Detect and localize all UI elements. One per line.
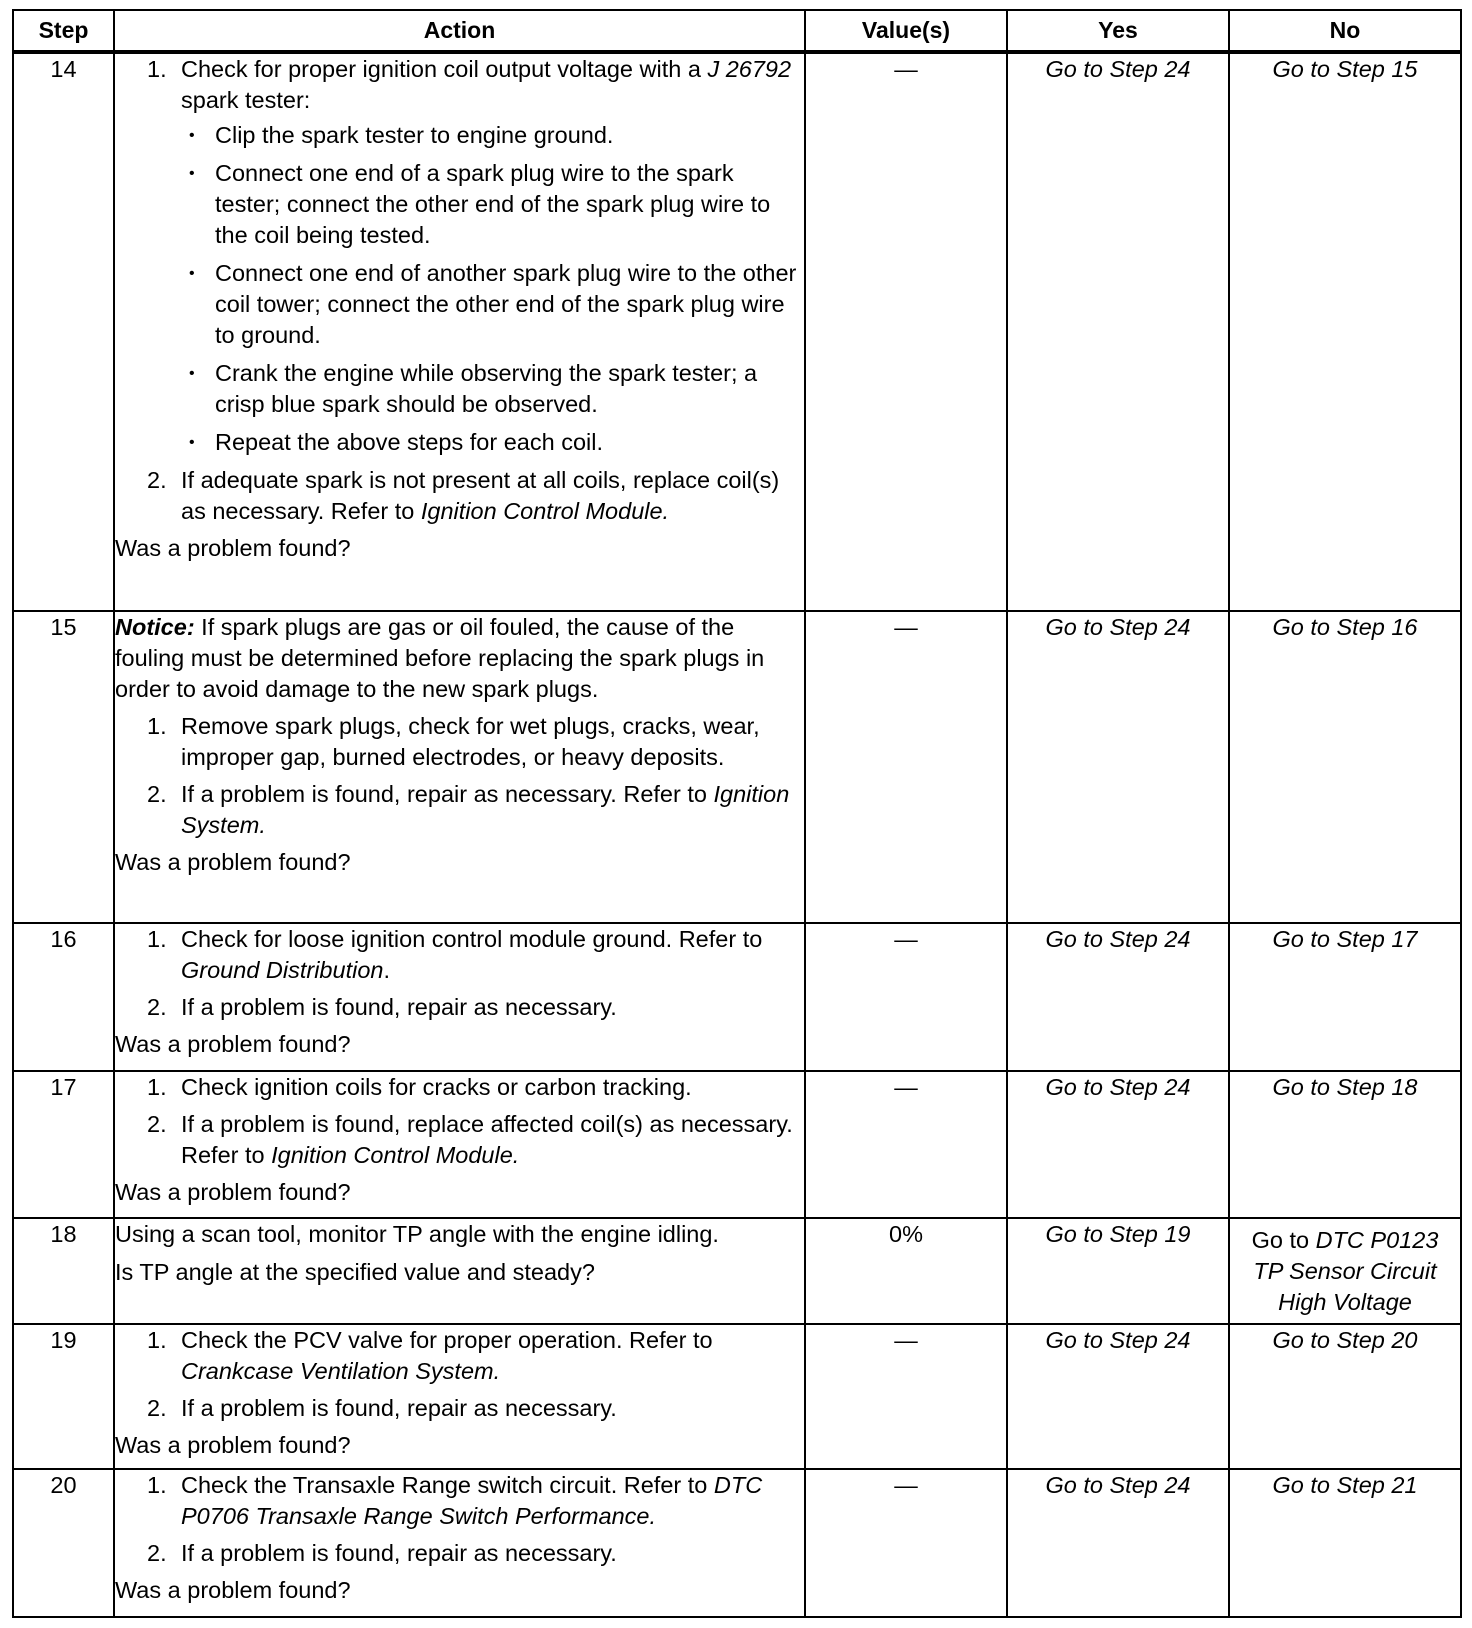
action-cell	[114, 1071, 805, 1218]
step-number: 17	[13, 1071, 114, 1218]
action-text: Using a scan tool, monitor TP angle with the engine idling.	[115, 1221, 719, 1247]
question-text: Was a problem found?	[115, 1432, 351, 1458]
item-number: 1.	[147, 1327, 167, 1353]
yes-link[interactable]: Go to Step 24	[1007, 1469, 1229, 1617]
item-number: 1.	[147, 56, 167, 82]
action-item	[115, 1538, 804, 1569]
item-number: 2.	[147, 781, 167, 807]
no-link-lead: Go to	[1251, 1226, 1316, 1253]
item-text: If adequate spark is not present at all coils, replace coil(s) as necessary. Refer to	[181, 467, 780, 524]
header-action: Action	[114, 10, 805, 52]
item-text: Check for proper ignition coil output voltage with a	[181, 56, 708, 82]
item-reference: Ignition Control Module.	[420, 498, 670, 524]
value-cell: —	[805, 611, 1007, 923]
step-number: 20	[13, 1469, 114, 1617]
step-number: 16	[13, 923, 114, 1071]
action-item	[115, 992, 804, 1023]
value-cell: —	[805, 923, 1007, 1071]
yes-link[interactable]: Go to Step 24	[1007, 52, 1229, 611]
item-reference: Ignition Control Module.	[271, 1142, 520, 1168]
table-row	[13, 1469, 1461, 1617]
item-text: Check the PCV valve for proper operation. Refer to	[181, 1327, 713, 1353]
item-text: If a problem is found, repair as necessary.	[181, 1395, 617, 1421]
item-number: 1.	[147, 713, 167, 739]
item-number: 2.	[147, 1111, 167, 1137]
item-text: If a problem is found, replace affected coil(s) as necessary. Refer to	[181, 1111, 793, 1168]
item-reference: J 26792	[707, 56, 792, 82]
question-text: Was a problem found?	[115, 1031, 351, 1057]
header-yes: Yes	[1007, 10, 1229, 52]
action-cell	[114, 1469, 805, 1617]
action-item	[115, 1470, 804, 1532]
item-text-end: .	[383, 957, 390, 983]
action-item	[115, 1109, 804, 1171]
item-text: Remove spark plugs, check for wet plugs, cracks, wear, improper gap, burned electrodes, or heavy deposits.	[181, 713, 760, 770]
no-link[interactable]: Go to Step 21	[1229, 1469, 1461, 1617]
value-cell: —	[805, 1469, 1007, 1617]
item-number: 2.	[147, 467, 167, 493]
question-text: Is TP angle at the specified value and steady?	[115, 1259, 595, 1285]
action-item	[115, 1325, 804, 1387]
action-cell	[114, 1218, 805, 1324]
table-row	[13, 923, 1461, 1071]
header-step: Step	[13, 10, 114, 52]
question-text: Was a problem found?	[115, 535, 351, 561]
action-item	[115, 711, 804, 773]
step-number: 19	[13, 1324, 114, 1469]
no-link[interactable]: Go to Step 20	[1229, 1324, 1461, 1469]
item-text: Check the Transaxle Range switch circuit. Refer to	[181, 1472, 714, 1498]
question-text: Was a problem found?	[115, 849, 351, 875]
action-cell	[114, 923, 805, 1071]
no-link-line3: High Voltage	[1278, 1288, 1412, 1315]
no-link[interactable]: Go to Step 15	[1229, 52, 1461, 611]
action-item	[115, 54, 804, 458]
header-row	[13, 10, 1461, 52]
action-item	[115, 1072, 804, 1103]
bullet-item: • Repeat the above steps for each coil.	[181, 427, 804, 458]
item-number: 1.	[147, 926, 167, 952]
item-reference: Crankcase Ventilation System.	[181, 1358, 501, 1384]
value-cell: 0%	[805, 1218, 1007, 1324]
item-text: If a problem is found, repair as necessary.	[181, 994, 617, 1020]
no-link[interactable]: Go to Step 17	[1229, 923, 1461, 1071]
item-text: Check for loose ignition control module ground. Refer to	[181, 926, 763, 952]
notice-text	[115, 612, 804, 705]
item-text: If a problem is found, repair as necessary. Refer to	[181, 781, 714, 807]
action-item	[115, 924, 804, 986]
diagnostic-table	[12, 9, 1462, 1618]
action-cell	[114, 1324, 805, 1469]
table-row	[13, 1071, 1461, 1218]
item-reference: Ignition System.	[181, 781, 790, 838]
item-reference: Ground Distribution	[181, 957, 384, 983]
value-cell: —	[805, 1324, 1007, 1469]
item-text: Check ignition coils for cracks or carbon tracking.	[181, 1074, 692, 1100]
yes-link[interactable]: Go to Step 19	[1007, 1218, 1229, 1324]
item-text: If a problem is found, repair as necessary.	[181, 1540, 617, 1566]
item-number: 2.	[147, 994, 167, 1020]
yes-link[interactable]: Go to Step 24	[1007, 1324, 1229, 1469]
item-number: 1.	[147, 1472, 167, 1498]
item-number: 1.	[147, 1074, 167, 1100]
header-no: No	[1229, 10, 1461, 52]
action-item	[115, 779, 804, 841]
bullet-item: • Clip the spark tester to engine ground.	[181, 120, 804, 151]
item-text-end: spark tester:	[181, 87, 311, 113]
value-cell: —	[805, 1071, 1007, 1218]
action-item	[115, 1393, 804, 1424]
bullet-list	[181, 120, 804, 458]
no-link[interactable]: Go to Step 18	[1229, 1071, 1461, 1218]
table-row	[13, 1324, 1461, 1469]
yes-link[interactable]: Go to Step 24	[1007, 611, 1229, 923]
item-reference: DTC P0706 Transaxle Range Switch Performance.	[181, 1472, 763, 1529]
step-number: 14	[13, 52, 114, 611]
no-link[interactable]: Go to Step 16	[1229, 611, 1461, 923]
yes-link[interactable]: Go to Step 24	[1007, 1071, 1229, 1218]
yes-link[interactable]: Go to Step 24	[1007, 923, 1229, 1071]
no-link[interactable]	[1229, 1218, 1461, 1324]
action-cell	[114, 611, 805, 923]
item-number: 2.	[147, 1540, 167, 1566]
header-values: Value(s)	[805, 10, 1007, 52]
question-text: Was a problem found?	[115, 1577, 351, 1603]
table-row	[13, 1218, 1461, 1324]
table-row	[13, 611, 1461, 923]
no-link-dtc: DTC P0123	[1315, 1226, 1439, 1253]
step-number: 18	[13, 1218, 114, 1324]
step-number: 15	[13, 611, 114, 923]
no-link-line2: TP Sensor Circuit	[1253, 1257, 1437, 1284]
notice-label: Notice:	[115, 614, 195, 640]
table-row	[13, 52, 1461, 611]
action-cell	[114, 52, 805, 611]
action-item	[115, 465, 804, 527]
notice-body: If spark plugs are gas or oil fouled, the cause of the fouling must be determined before replacing the spark plugs in order to avoid damage to the new spark plugs.	[115, 614, 765, 702]
question-text: Was a problem found?	[115, 1179, 351, 1205]
bullet-item: • Connect one end of another spark plug wire to the other coil tower; connect the other end of the spark plug wire to ground.	[181, 258, 804, 351]
bullet-item: • Crank the engine while observing the spark tester; a crisp blue spark should be observed.	[181, 358, 804, 420]
item-number: 2.	[147, 1395, 167, 1421]
value-cell: —	[805, 52, 1007, 611]
bullet-item: • Connect one end of a spark plug wire to the spark tester; connect the other end of the spark plug wire to the coil being tested.	[181, 158, 804, 251]
